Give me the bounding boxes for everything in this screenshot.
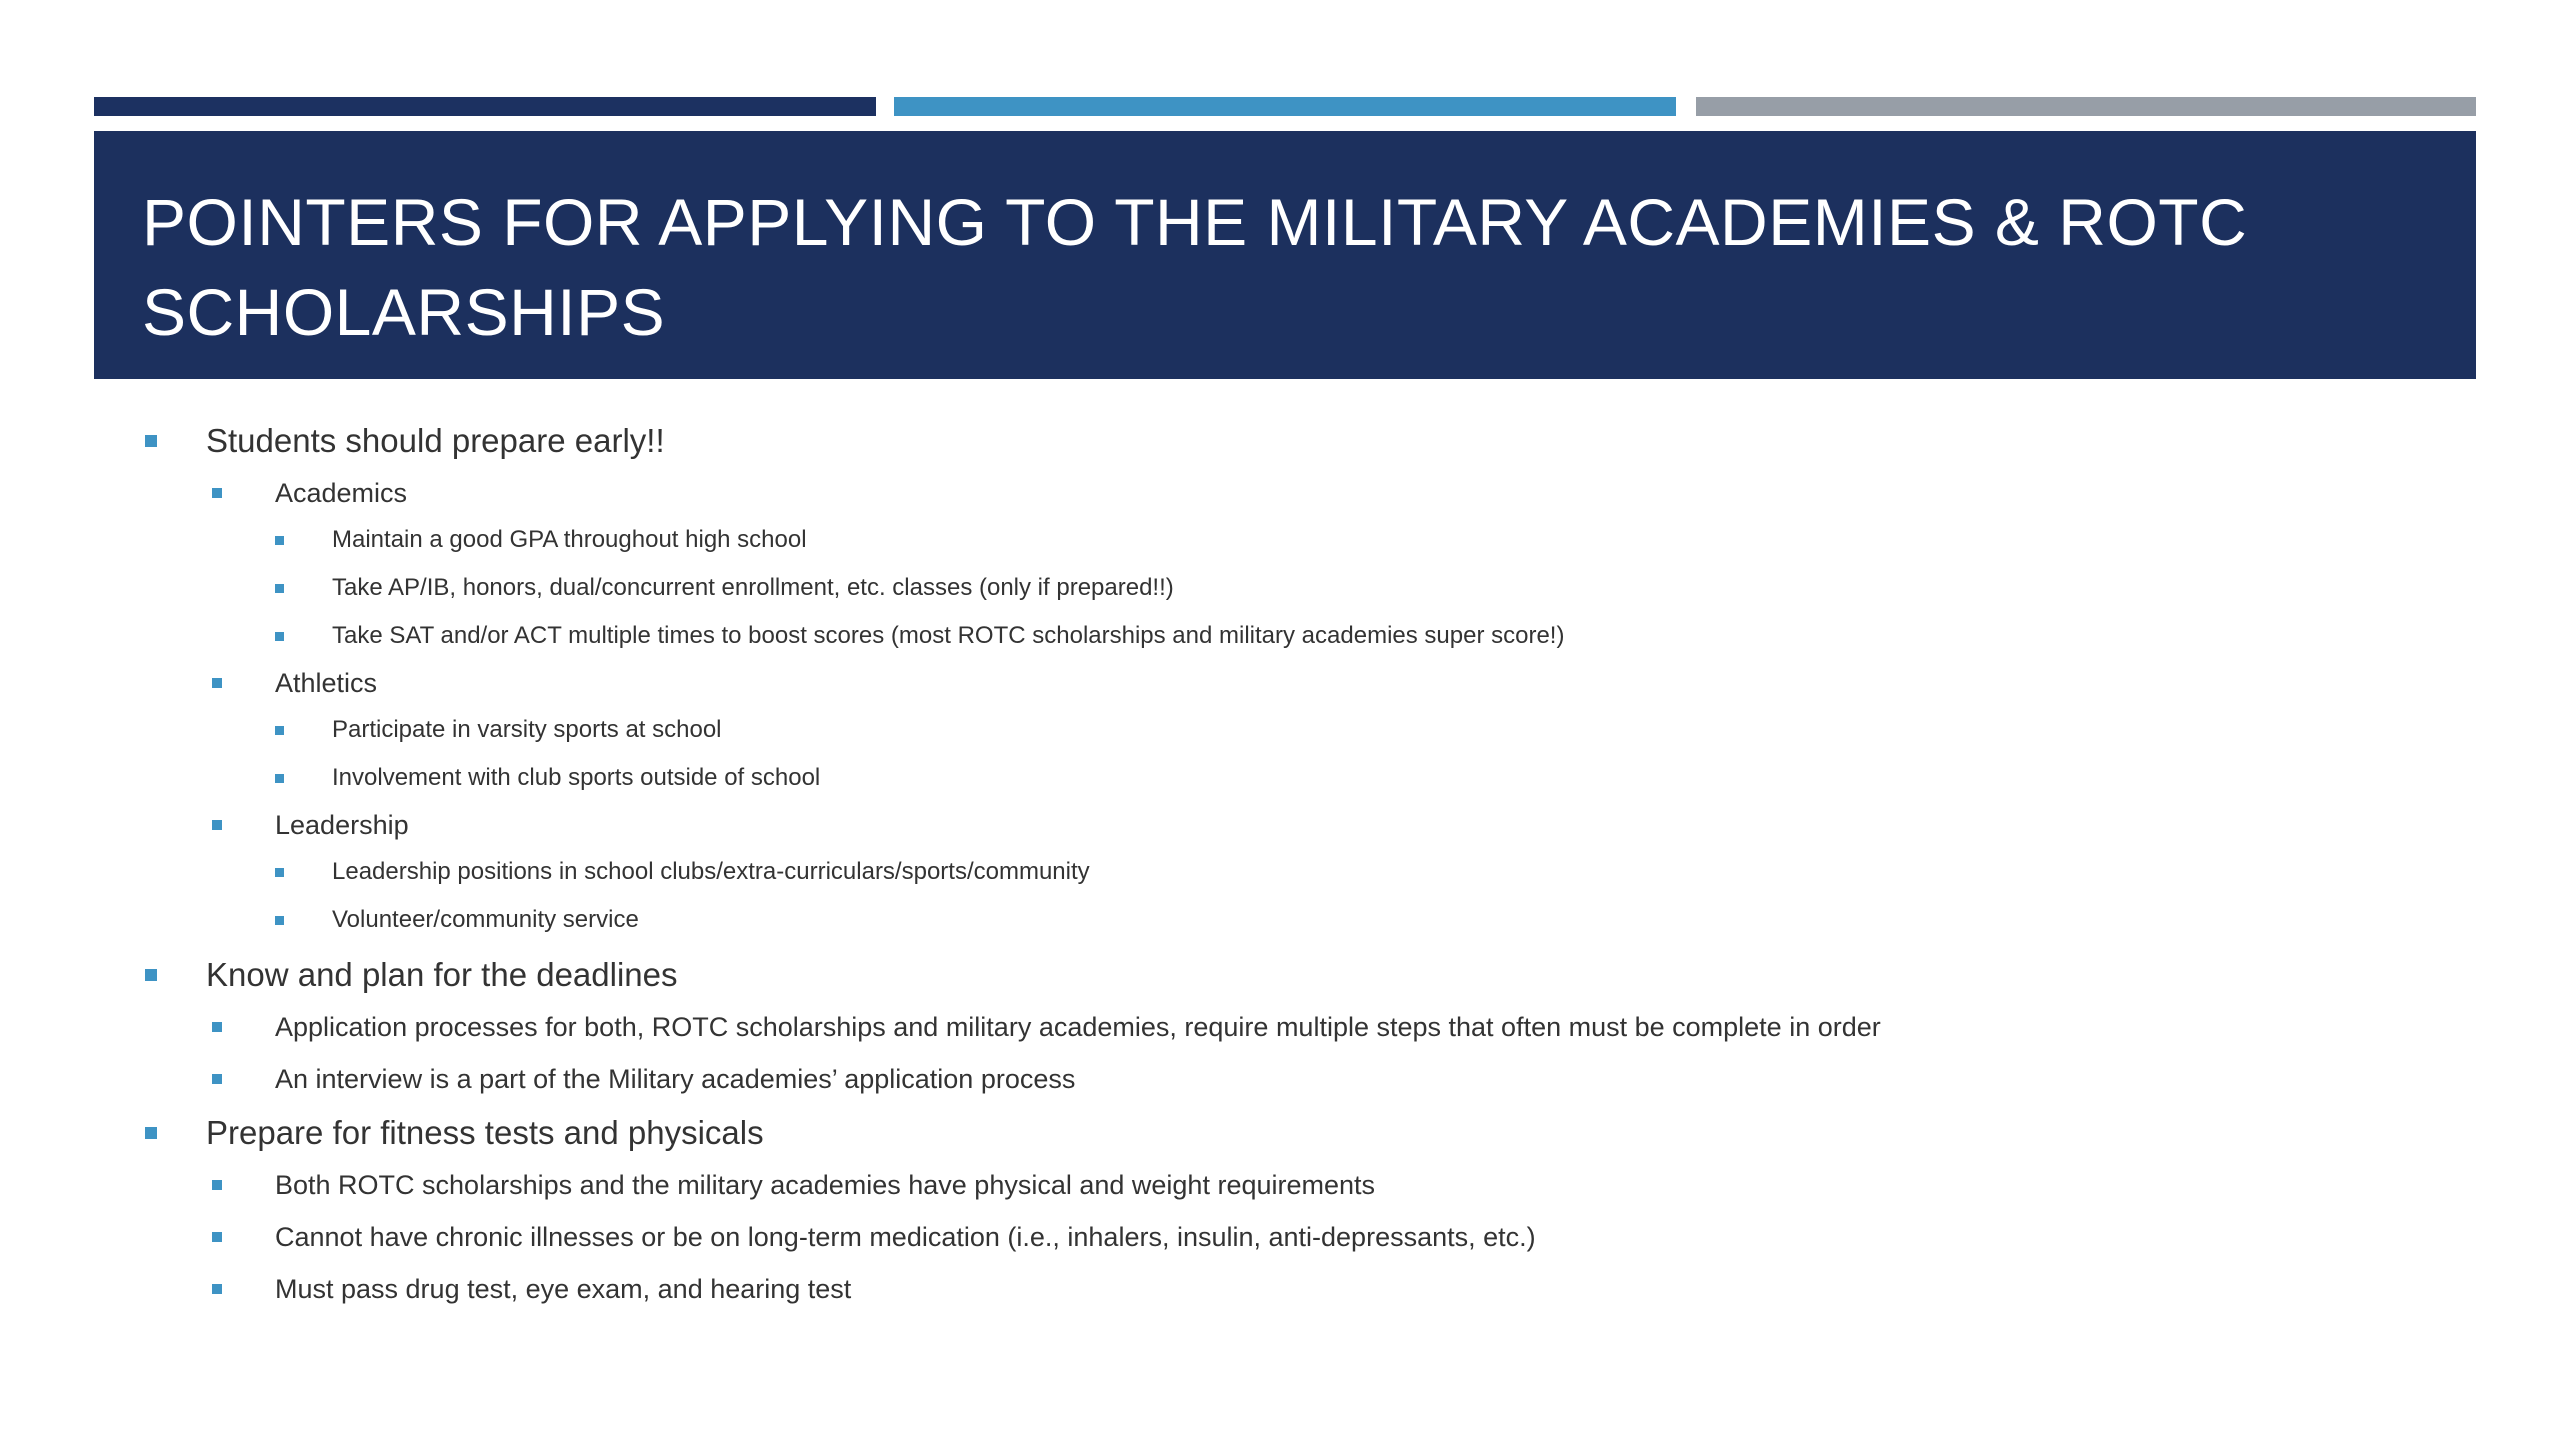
square-bullet-icon xyxy=(275,774,284,783)
list-item xyxy=(142,896,2442,944)
list-item-label: Know and plan for the deadlines xyxy=(206,956,678,993)
list-item xyxy=(142,754,2442,802)
list-item-text: Both ROTC scholarships and the military academies have physical and weight requirements xyxy=(275,1170,1376,1200)
bullet-list xyxy=(142,418,2442,1312)
list-item-text: Leadership positions in school clubs/extra-curriculars/sports/community xyxy=(332,858,1090,885)
list-item-label: Leadership xyxy=(275,810,409,840)
list-item-fitness xyxy=(142,1110,2442,1156)
square-bullet-icon xyxy=(145,1127,157,1139)
list-item-athletics xyxy=(142,660,2442,706)
slide-title xyxy=(142,177,2428,357)
list-item-text: Take AP/IB, honors, dual/concurrent enrollment, etc. classes (only if prepared!!) xyxy=(332,574,1174,601)
square-bullet-icon xyxy=(212,1022,222,1032)
square-bullet-icon xyxy=(275,916,284,925)
list-item xyxy=(142,1266,2442,1312)
square-bullet-icon xyxy=(275,868,284,877)
square-bullet-icon xyxy=(212,488,222,498)
list-item xyxy=(142,564,2442,612)
square-bullet-icon xyxy=(275,632,284,641)
title-band xyxy=(94,131,2476,379)
slide-title-line-1: POINTERS FOR APPLYING TO THE MILITARY ACADEMIES & ROTC xyxy=(142,185,2248,259)
list-item xyxy=(142,1214,2442,1260)
list-item-text: Application processes for both, ROTC scholarships and military academies, require multiple steps that often must be complete in order xyxy=(275,1012,1881,1042)
list-item xyxy=(142,706,2442,754)
list-item-text: Participate in varsity sports at school xyxy=(332,716,722,743)
slide-title-line-2: SCHOLARSHIPS xyxy=(142,275,666,349)
accent-bar-blue xyxy=(894,97,1676,116)
list-item xyxy=(142,1162,2442,1208)
list-item xyxy=(142,1056,2442,1102)
square-bullet-icon xyxy=(212,820,222,830)
square-bullet-icon xyxy=(212,1232,222,1242)
square-bullet-icon xyxy=(212,678,222,688)
list-item-academics xyxy=(142,470,2442,516)
accent-bar-navy xyxy=(94,97,876,116)
list-item-label: Prepare for fitness tests and physicals xyxy=(206,1114,764,1151)
list-item xyxy=(142,612,2442,660)
list-item-text: Take SAT and/or ACT multiple times to boost scores (most ROTC scholarships and military academies super score!) xyxy=(332,622,1565,649)
list-item-text: Volunteer/community service xyxy=(332,906,639,933)
list-item-deadlines xyxy=(142,952,2442,998)
square-bullet-icon xyxy=(212,1180,222,1190)
list-item-label: Athletics xyxy=(275,668,378,698)
list-item-prepare xyxy=(142,418,2442,464)
list-item-text: Cannot have chronic illnesses or be on long-term medication (i.e., inhalers, insulin, anti-depressants, etc.) xyxy=(275,1222,1536,1252)
list-item-leadership xyxy=(142,802,2442,848)
list-item-label: Academics xyxy=(275,478,408,508)
list-item-text: Maintain a good GPA throughout high school xyxy=(332,526,807,553)
square-bullet-icon xyxy=(275,536,284,545)
list-item xyxy=(142,848,2442,896)
square-bullet-icon xyxy=(212,1284,222,1294)
square-bullet-icon xyxy=(145,969,157,981)
square-bullet-icon xyxy=(275,726,284,735)
list-item-text: Involvement with club sports outside of school xyxy=(332,764,821,791)
list-item-text: An interview is a part of the Military academies’ application process xyxy=(275,1064,1076,1094)
accent-bar-gray xyxy=(1696,97,2476,116)
list-item xyxy=(142,1004,2442,1050)
list-item xyxy=(142,516,2442,564)
square-bullet-icon xyxy=(212,1074,222,1084)
list-item-text: Must pass drug test, eye exam, and hearing test xyxy=(275,1274,852,1304)
square-bullet-icon xyxy=(275,584,284,593)
list-item-label: Students should prepare early!! xyxy=(206,422,665,459)
square-bullet-icon xyxy=(145,435,157,447)
